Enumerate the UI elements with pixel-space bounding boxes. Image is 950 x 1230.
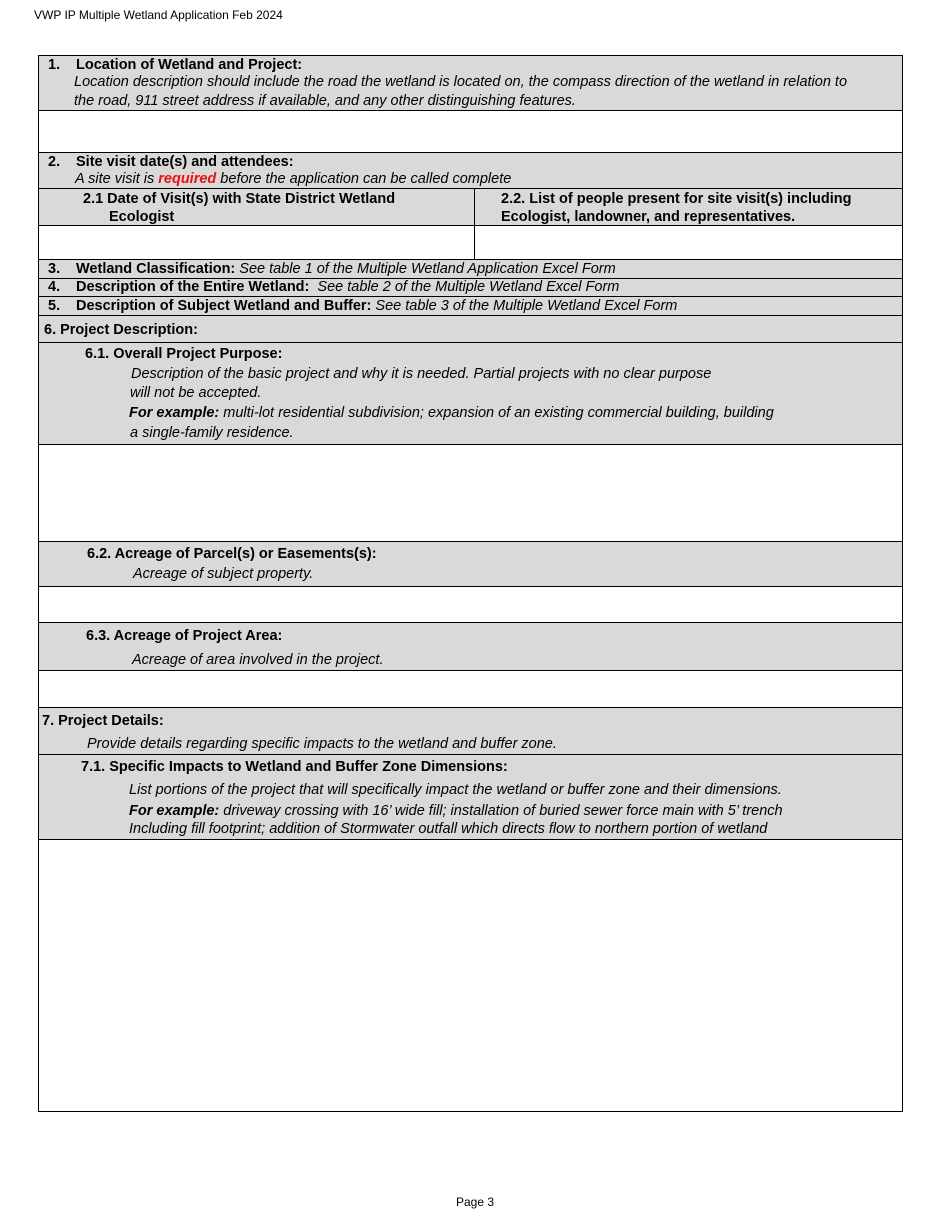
section-4-row <box>38 278 903 297</box>
section-7-1-desc: List portions of the project that will specifically impact the wetland or buffer zone and their dimensions. <box>129 782 782 798</box>
section-7-1-title: 7.1. Specific Impacts to Wetland and Buffer Zone Dimensions: <box>81 759 508 775</box>
section-7-header <box>38 707 903 755</box>
attendees-input[interactable] <box>474 225 903 260</box>
section-7-title: 7. Project Details: <box>42 713 164 729</box>
section-6-1-title: 6.1. Overall Project Purpose: <box>85 346 283 362</box>
page-header: VWP IP Multiple Wetland Application Feb 2024 <box>34 8 283 22</box>
section-3-text: 3. Wetland Classification: See table 1 of the Multiple Wetland Application Excel Form <box>48 261 616 277</box>
section-2-2-header <box>474 188 903 226</box>
section-2-2-label-line2: Ecologist, landowner, and representatives. <box>501 209 796 225</box>
section-2-1-label-line2: Ecologist <box>109 209 175 225</box>
section-2-1-label-line1: 2.1 Date of Visit(s) with State District Wetland <box>83 191 396 207</box>
parcel-acreage-input[interactable] <box>38 586 903 623</box>
section-6-title: 6. Project Description: <box>44 322 198 338</box>
page-number: Page 3 <box>455 1195 495 1209</box>
location-input[interactable] <box>38 110 903 153</box>
section-6-2-title: 6.2. Acreage of Parcel(s) or Easements(s): <box>87 546 377 562</box>
section-6-3-desc: Acreage of area involved in the project. <box>132 652 384 668</box>
section-6-3-title: 6.3. Acreage of Project Area: <box>86 628 283 644</box>
section-5-text: 5. Description of Subject Wetland and Buffer: See table 3 of the Multiple Wetland Excel Form <box>48 298 678 314</box>
section-3-row <box>38 259 903 279</box>
section-4-text: 4. Description of the Entire Wetland: See table 2 of the Multiple Wetland Excel Form <box>48 279 620 295</box>
section-6-header <box>38 315 903 343</box>
project-area-acreage-input[interactable] <box>38 670 903 708</box>
section-6-2-header <box>38 541 903 587</box>
section-6-3-header <box>38 622 903 671</box>
section-6-1-desc-line2: will not be accepted. <box>130 385 262 401</box>
section-6-1-example-line2: a single-family residence. <box>130 425 294 441</box>
section-5-row <box>38 296 903 316</box>
section-1-desc-line2: the road, 911 street address if available, and any other distinguishing features. <box>74 93 576 109</box>
impacts-input[interactable] <box>38 839 903 1112</box>
section-2-title: 2. Site visit date(s) and attendees: <box>48 154 294 170</box>
section-2-2-label-line1: 2.2. List of people present for site visit(s) including <box>501 191 852 207</box>
section-1-desc-line1: Location description should include the road the wetland is located on, the compass direction of the wetland in relation to <box>74 74 848 90</box>
section-7-1-example: For example: driveway crossing with 16’ wide fill; installation of buried sewer force main with 5’ trench <box>129 803 783 819</box>
section-6-1-header <box>38 342 903 445</box>
section-6-2-desc: Acreage of subject property. <box>133 566 314 582</box>
section-2-1-header <box>38 188 475 226</box>
site-visit-note: A site visit is required before the application can be called complete <box>75 171 512 187</box>
visit-date-input[interactable] <box>38 225 475 260</box>
section-2-header <box>38 152 903 189</box>
section-7-desc: Provide details regarding specific impacts to the wetland and buffer zone. <box>87 736 557 752</box>
section-7-1-example-line2: Including fill footprint; addition of Stormwater outfall which directs flow to northern portion of wetland <box>129 821 768 837</box>
section-1-header <box>38 55 903 111</box>
section-6-1-example: For example: multi-lot residential subdivision; expansion of an existing commercial building, building <box>129 405 774 421</box>
section-6-1-desc-line1: Description of the basic project and why it is needed. Partial projects with no clear purpose <box>131 366 712 382</box>
project-purpose-input[interactable] <box>38 444 903 542</box>
section-1-title: 1. Location of Wetland and Project: <box>48 57 303 73</box>
required-emphasis: required <box>158 171 217 187</box>
section-7-1-header <box>38 754 903 840</box>
application-form <box>38 55 903 1112</box>
